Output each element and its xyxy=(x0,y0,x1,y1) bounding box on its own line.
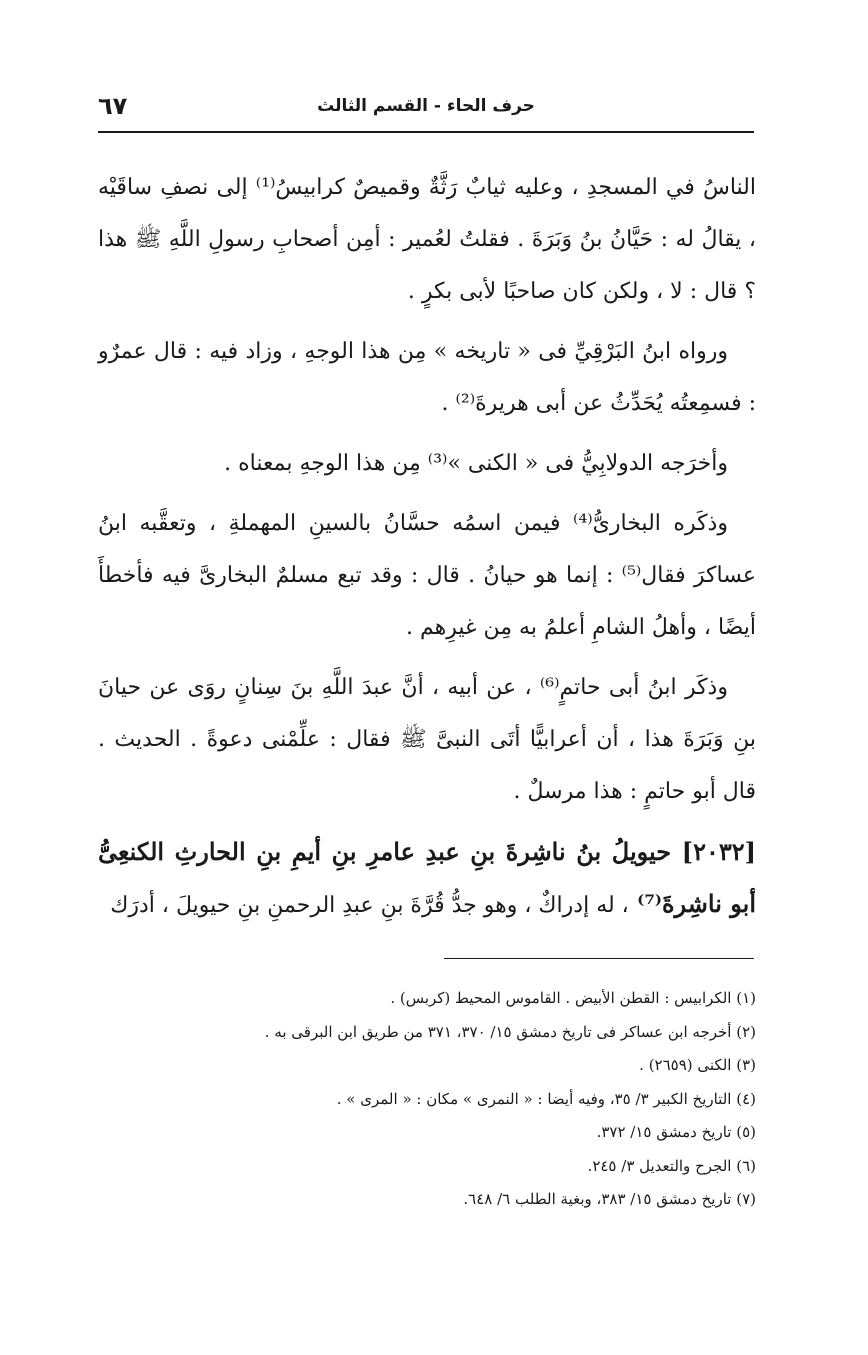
entry-heading: [٢٠٣٢] حيويلُ بنُ ناشِرةَ بنِ عبدِ عامرِ بنِ أيمِ بنِ الحارثِ الكنعِىُّ أبو ناشِرةَ⁽⁷⁾ xyxy=(98,837,756,918)
footnotes xyxy=(98,982,756,1217)
paragraph: وذكَر ابنُ أبى حاتمٍ⁽⁶⁾ ، عن أبيه ، أنَّ عبدَ اللَّهِ بنَ سِنانٍ روَى عن حيانَ بنِ وَبَرَةَ هذا ، أن أعرابيًّا أتَى النبىَّ ﷺ فقال : علِّمْنى دعوةً . الحديث . قال أبو حاتمٍ : هذا مرسلٌ . xyxy=(98,675,756,804)
running-title: حرف الحاء - القسم الثالث xyxy=(317,96,535,116)
footnote: (٣) الكنى (٢٦٥٩) . xyxy=(639,1056,756,1074)
footnote: (٧) تاريخ دمشق ١٥/ ٣٨٣، وبغية الطلب ٦/ ٦٤٨. xyxy=(463,1190,756,1208)
footnote: (١) الكرابيس : القطن الأبيض . القاموس المحيط (كربس) . xyxy=(390,989,756,1007)
entry-text: ، له إدراكٌ ، وهو جدُّ قُرَّةَ بنِ عبدِ الرحمنِ بنِ حيويلَ ، أدرَك xyxy=(110,893,629,918)
entry-paragraph xyxy=(98,826,756,932)
paragraph: وذكَره البخارىُّ⁽⁴⁾ فيمن اسمُه حسَّانُ بالسينِ المهملةِ ، وتعقَّبه ابنُ عساكرَ فقال⁽⁵⁾ : إنما هو حيانُ . قال : وقد تبع مسلمٌ البخارىَّ فيه فأخطأَ أيضًا ، وأهلُ الشامِ أعلمُ به مِن غيرِهم . xyxy=(98,511,756,640)
footnote: (٢) أخرجه ابن عساكر فى تاريخ دمشق ١٥/ ٣٧٠، ٣٧١ من طريق ابن البرقى به . xyxy=(264,1022,756,1041)
page-number: ٦٧ xyxy=(98,92,128,120)
footnote: (٥) تاريخ دمشق ١٥/ ٣٧٢. xyxy=(596,1123,756,1141)
header-rule xyxy=(98,131,754,133)
page-header xyxy=(98,92,754,126)
paragraph: ورواه ابنُ البَرْقِيِّ فى « تاريخه » مِن هذا الوجهِ ، وزاد فيه : قال عمرٌو : فسمِعتُه يُحَدِّثُ عن أبى هريرةَ⁽²⁾ . xyxy=(98,339,756,416)
footnote: (٤) التاريخ الكبير ٣/ ٣٥، وفيه أيضا : « النمرى » مكان : « المرى » . xyxy=(336,1089,756,1108)
main-text xyxy=(98,162,756,940)
paragraph: الناسُ في المسجدِ ، وعليه ثيابٌ رَثَّةٌ وقميصٌ كرابيسُ⁽¹⁾ إلى نصفِ ساقَيْه ، يقالُ له : حَيَّانُ بنُ وَبَرَةَ . فقلتُ لعُمير : أمِن أصحابِ رسولِ اللَّهِ ﷺ هذا ؟ قال : لا ، ولكن كان صاحبًا لأبى بكرٍ . xyxy=(98,175,756,304)
footnote-rule xyxy=(444,958,754,959)
paragraph: وأخرَجه الدولابِيُّ فى « الكنى »⁽³⁾ مِن هذا الوجهِ بمعناه . xyxy=(224,451,728,476)
footnote: (٦) الجرح والتعديل ٣/ ٢٤٥. xyxy=(587,1156,756,1175)
